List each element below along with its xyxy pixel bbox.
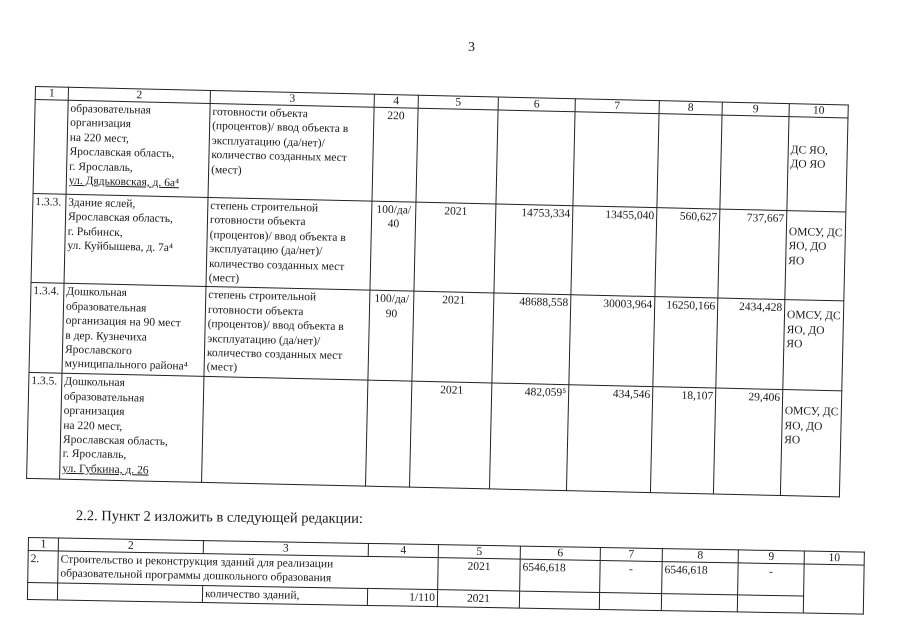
table-row	[27, 373, 842, 497]
row-number	[33, 100, 68, 195]
year-cell: 2021	[437, 589, 519, 608]
local-cell	[737, 595, 803, 614]
regional-cell: 560,627	[655, 208, 720, 299]
indicator-text: количество зданий,	[202, 585, 367, 605]
total-cell: 14753,334	[494, 204, 573, 295]
total-cell	[496, 110, 575, 206]
header-cell: 8	[659, 101, 722, 115]
executors-cell	[803, 564, 864, 614]
federal-cell: -	[600, 560, 663, 593]
header-cell: 1	[35, 87, 68, 101]
header-cell: 5	[418, 95, 498, 110]
header-cell: 5	[438, 545, 520, 559]
federal-cell: 13455,040	[571, 206, 657, 297]
federal-cell	[599, 592, 661, 610]
table-row	[33, 100, 848, 212]
total-cell: 482,059⁵	[489, 383, 568, 491]
header-cell: 4	[374, 94, 418, 108]
header-cell: 1	[28, 538, 58, 552]
section-title: Строительство и реконструкция зданий для реализации образовательной программы дошкольного образования	[58, 551, 438, 589]
total-cell	[519, 591, 599, 610]
year-cell: 2021	[438, 558, 521, 591]
object-name: Дошкольная образовательная организация на 90 мест в дер. Кузнечиха Ярославского муниципального района⁴	[62, 284, 206, 377]
program-table-2	[27, 537, 865, 615]
regional-cell	[657, 114, 722, 209]
indicator-value: 1/110	[367, 588, 437, 607]
federal-cell: 434,546	[566, 385, 652, 493]
object-name: Здание яслей, Ярославская область, г. Рыбинск, ул. Куйбышева, д. 7а⁴	[64, 194, 208, 287]
year-cell: 2021	[412, 292, 494, 384]
total-cell: 48688,558	[492, 293, 571, 385]
header-cell: 3	[203, 541, 368, 557]
header-cell: 9	[738, 550, 804, 564]
object-name	[57, 583, 202, 603]
header-cell: 7	[575, 99, 659, 114]
amendment-paragraph: 2.2. Пункт 2 изложить в следующей редакции:	[75, 508, 363, 528]
regional-cell: 18,107	[650, 387, 715, 494]
row-number: 1.3.5.	[27, 373, 62, 480]
row-number: 1.3.4.	[29, 283, 64, 374]
indicator-value: 100/да/ 40	[370, 201, 416, 291]
program-table	[26, 86, 849, 498]
page-number: 3	[468, 40, 475, 55]
indicator-text	[202, 377, 368, 487]
federal-cell	[573, 112, 659, 208]
indicator-text: степень строительной готовности объекта (процентов)/ ввод объекта в эксплуатацию (да/нет)/ количество созданных мест (мест)	[204, 287, 370, 381]
regional-cell: 6546,618	[662, 562, 739, 595]
indicator-text: готовности объекта (процентов)/ ввод объекта в эксплуатацию (да/нет)/ количество созданных мест (мест)	[208, 103, 374, 201]
indicator-value: 100/да/ 90	[368, 291, 414, 382]
indicator-value	[365, 381, 411, 488]
local-cell: 29,406	[713, 388, 782, 495]
total-cell: 6546,618	[520, 559, 601, 592]
header-cell: 6	[520, 546, 600, 560]
executors-cell: ДС ЯО, ДО ЯО	[787, 117, 848, 212]
year-cell: 2021	[409, 382, 491, 490]
year-cell: 2021	[414, 202, 496, 293]
header-cell: 4	[368, 543, 438, 557]
year-cell	[416, 108, 498, 204]
local-cell	[720, 115, 789, 210]
executors-cell: ОМСУ, ДС ЯО, ДО ЯО	[785, 211, 846, 302]
row-number: 2.	[28, 551, 59, 583]
local-cell: -	[738, 563, 805, 596]
header-cell: 6	[498, 97, 575, 112]
header-cell: 10	[804, 551, 864, 565]
local-cell: 2434,428	[716, 298, 785, 389]
object-name: Дошкольная образовательная организация на 220 мест, Ярославская область, г. Ярославль, ул. Губкина, д. 26	[60, 374, 204, 483]
header-cell: 2	[68, 87, 210, 103]
header-cell: 10	[789, 104, 848, 118]
header-cell: 8	[662, 549, 738, 563]
row-number	[27, 582, 57, 600]
row-number: 1.3.3.	[31, 193, 66, 283]
indicator-value: 220	[372, 107, 418, 202]
header-cell: 7	[600, 547, 662, 561]
indicator-text: степень строительной готовности объекта (процентов)/ ввод объекта в эксплуатацию (да/нет)/ количество созданных мест (мест)	[206, 197, 372, 290]
local-cell: 737,667	[718, 209, 787, 300]
header-cell: 3	[210, 90, 374, 107]
federal-cell: 30003,964	[569, 295, 655, 387]
object-name: образовательная организация на 220 мест, Ярославская область, г. Ярославль, ул. Дядьковская, д. 6а⁴	[66, 100, 210, 197]
regional-cell	[661, 593, 737, 612]
header-cell: 9	[722, 102, 789, 117]
regional-cell: 16250,166	[653, 297, 718, 388]
header-cell: 2	[58, 538, 203, 554]
executors-cell: ОМСУ, ДС ЯО, ДО ЯО	[783, 300, 844, 391]
executors-cell: ОМСУ, ДС ЯО, ДО ЯО	[780, 390, 841, 497]
